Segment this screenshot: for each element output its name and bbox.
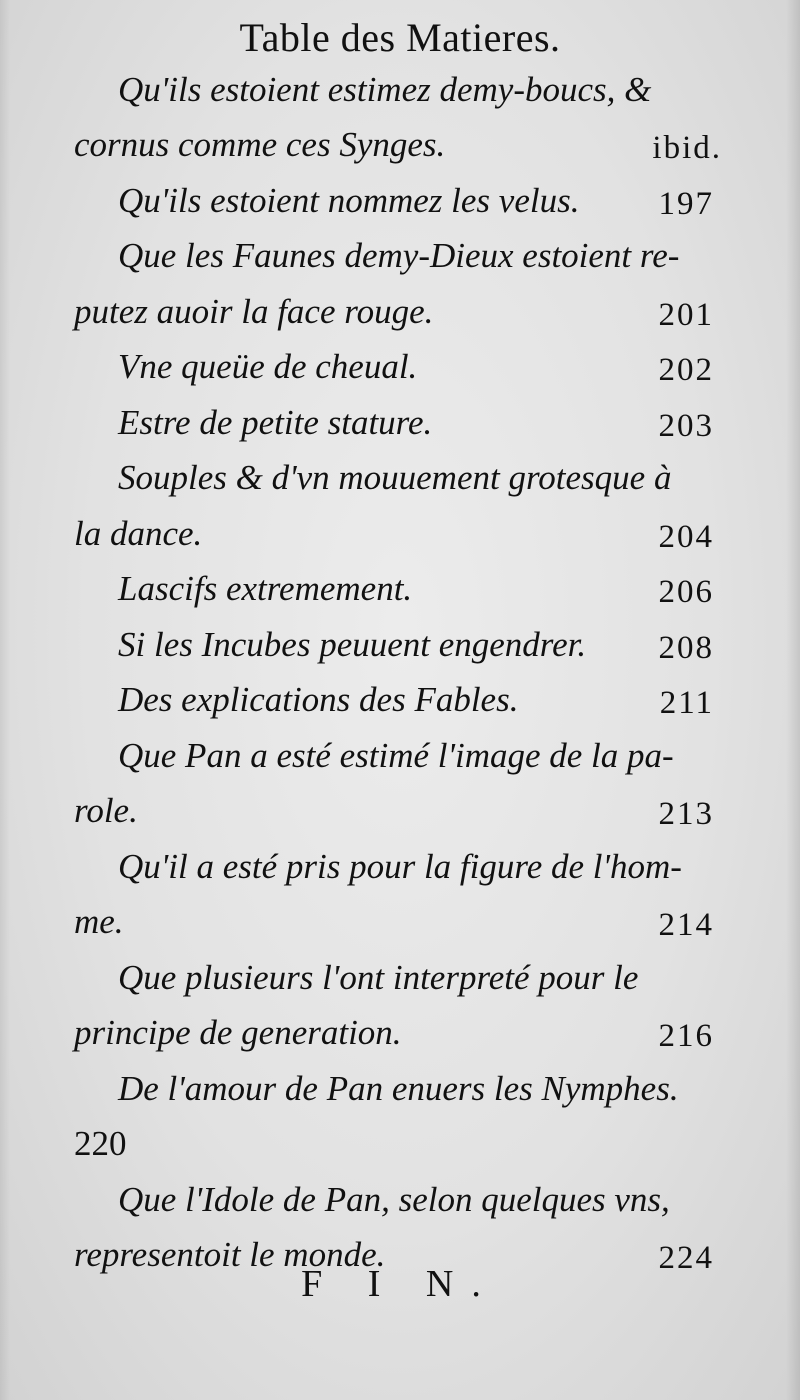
toc-line xyxy=(0,950,800,1006)
toc-page-number: ibid. xyxy=(652,130,722,166)
toc-line xyxy=(0,1172,800,1228)
toc-page-number: 201 xyxy=(658,296,714,333)
toc-line xyxy=(0,451,800,507)
toc-entry-text: Que l'Idole de Pan, selon quelques vns, xyxy=(118,1179,670,1219)
table-of-contents xyxy=(0,62,800,1283)
toc-entry-text: De l'amour de Pan enuers les Nymphes. xyxy=(118,1068,679,1108)
toc-line xyxy=(0,395,800,451)
toc-line xyxy=(0,617,800,673)
toc-line xyxy=(0,673,800,729)
toc-entry-text: Que plusieurs l'ont interpreté pour le xyxy=(118,957,639,997)
toc-line xyxy=(0,562,800,618)
toc-line xyxy=(0,118,800,174)
toc-page-number: 203 xyxy=(658,407,714,444)
toc-entry-text: me. xyxy=(74,902,124,941)
toc-line xyxy=(0,229,800,285)
toc-line xyxy=(0,839,800,895)
toc-line xyxy=(0,284,800,340)
toc-line xyxy=(0,62,800,118)
toc-entry-text: principe de generation. xyxy=(74,1013,402,1052)
toc-page-number: 208 xyxy=(658,629,714,666)
toc-line xyxy=(0,728,800,784)
toc-page-number: 224 xyxy=(658,1240,714,1276)
toc-entry-text: Que Pan a esté estimé l'image de la pa- xyxy=(118,735,674,775)
toc-page-number: 213 xyxy=(658,796,714,832)
toc-entry-text: Que les Faunes demy-Dieux estoient re- xyxy=(118,236,680,275)
toc-line xyxy=(0,784,800,840)
toc-entry-text: Estre de petite stature. xyxy=(118,402,433,442)
toc-line xyxy=(0,895,800,951)
toc-line xyxy=(0,1117,800,1173)
toc-entry-text: Qu'il a esté pris pour la figure de l'hom- xyxy=(118,846,682,886)
toc-entry-text: Qu'ils estoient estimez demy-boucs, & xyxy=(118,69,652,109)
toc-page-number: 204 xyxy=(658,518,714,555)
toc-page-number: 197 xyxy=(658,185,714,222)
toc-entry-text: putez auoir la face rouge. xyxy=(74,291,434,331)
toc-entry-text: Qu'ils estoient nommez les velus. xyxy=(118,180,580,220)
toc-page-number: 216 xyxy=(658,1018,714,1054)
toc-entry-text: la dance. xyxy=(74,513,203,553)
toc-entry-text: role. xyxy=(74,791,138,830)
toc-entry-text: Souples & d'vn mouuement grotesque à xyxy=(118,458,672,497)
toc-line xyxy=(0,506,800,562)
toc-line xyxy=(0,173,800,229)
toc-entry-text: 220 xyxy=(74,1124,127,1163)
toc-page-number: 202 xyxy=(658,352,714,388)
page-header-title: Table des Matieres. xyxy=(239,15,561,60)
toc-entry-text: Lascifs extremement. xyxy=(118,569,413,608)
toc-page-number: 211 xyxy=(659,685,714,721)
toc-line xyxy=(0,1006,800,1062)
toc-page-number: 206 xyxy=(658,574,714,610)
toc-line xyxy=(0,340,800,396)
toc-entry-text: Des explications des Fables. xyxy=(118,680,519,719)
toc-entry-text: cornus comme ces Synges. xyxy=(74,125,446,164)
toc-page-number: 214 xyxy=(658,907,714,943)
toc-entry-text: Vne queüe de cheual. xyxy=(118,347,418,386)
toc-line xyxy=(0,1061,800,1117)
end-text: F I N. xyxy=(301,1263,499,1305)
toc-entry-text: Si les Incubes peuuent engendrer. xyxy=(118,624,587,664)
toc-entry-text: representoit le monde. xyxy=(74,1235,386,1274)
